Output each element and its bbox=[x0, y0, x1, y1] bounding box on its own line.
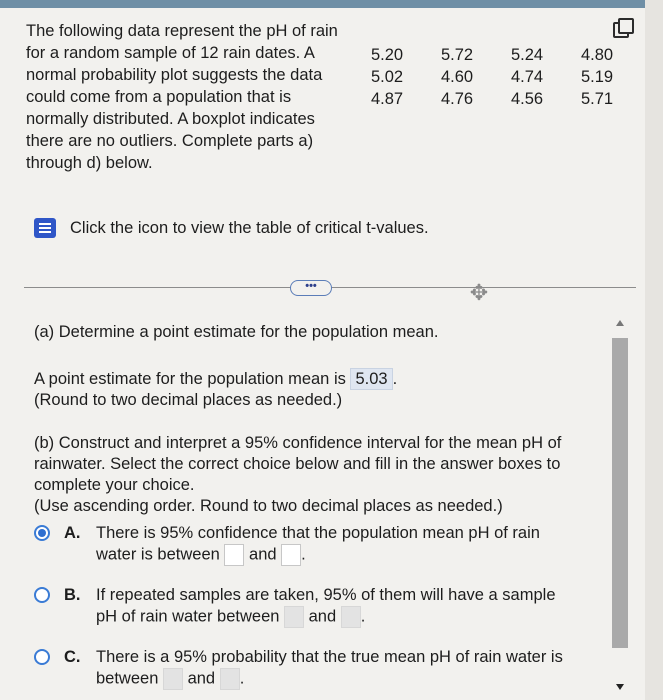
option-b-end: . bbox=[360, 607, 366, 626]
option-c-prefix: between bbox=[96, 669, 159, 688]
option-c-end: . bbox=[239, 669, 245, 688]
option-c-line1: There is a 95% probability that the true mean pH of rain water is bbox=[96, 648, 563, 666]
move-icon[interactable]: ✥ bbox=[469, 280, 489, 305]
table-cell: 4.80 bbox=[580, 46, 614, 64]
option-b-line1: If repeated samples are taken, 95% of them will have a sample bbox=[96, 586, 556, 604]
ttable-link-row[interactable] bbox=[34, 218, 429, 238]
part-a-note: (Round to two decimal places as needed.) bbox=[34, 391, 343, 409]
option-b-lower-input[interactable] bbox=[284, 606, 304, 628]
table-cell: 5.72 bbox=[440, 46, 474, 64]
table-cell: 5.20 bbox=[370, 46, 404, 64]
table-cell: 4.56 bbox=[510, 90, 544, 108]
top-bar bbox=[0, 0, 663, 8]
table-cell: 4.76 bbox=[440, 90, 474, 108]
option-c-and: and bbox=[187, 669, 216, 688]
option-c-line2 bbox=[96, 668, 594, 690]
option-b-and: and bbox=[308, 607, 337, 626]
option-c[interactable] bbox=[34, 647, 594, 690]
option-a[interactable] bbox=[34, 523, 594, 566]
scroll-down-icon[interactable] bbox=[616, 684, 624, 690]
option-c-lower-input[interactable] bbox=[163, 668, 183, 690]
option-c-letter: C. bbox=[64, 648, 81, 666]
table-icon[interactable] bbox=[34, 218, 56, 238]
table-cell: 5.71 bbox=[580, 90, 614, 108]
table-cell: 4.60 bbox=[440, 68, 474, 86]
part-a-answer-prefix: A point estimate for the population mean is bbox=[34, 370, 346, 388]
table-cell: 4.87 bbox=[370, 90, 404, 108]
question-content bbox=[34, 322, 594, 690]
table-cell: 5.24 bbox=[510, 46, 544, 64]
part-a-heading: (a) Determine a point estimate for the population mean. bbox=[34, 323, 439, 341]
part-b-heading: (b) Construct and interpret a 95% confidence interval for the mean pH of rainwater. Select the correct choice below and fill in the answer boxes to complete your choice. bbox=[34, 434, 562, 494]
option-a-and: and bbox=[249, 545, 277, 564]
right-edge bbox=[645, 0, 663, 700]
part-a-answer-suffix: . bbox=[392, 370, 398, 388]
option-c-upper-input[interactable] bbox=[220, 668, 240, 690]
copy-data-icon[interactable] bbox=[613, 22, 629, 38]
option-a-line1: There is 95% confidence that the population mean pH of rain bbox=[96, 524, 540, 542]
option-b[interactable] bbox=[34, 585, 594, 628]
part-b-note: (Use ascending order. Round to two decimal places as needed.) bbox=[34, 497, 503, 515]
scroll-up-icon[interactable] bbox=[616, 320, 624, 326]
ph-data-table bbox=[352, 44, 632, 110]
option-c-radio[interactable] bbox=[34, 649, 50, 665]
point-estimate-answer[interactable]: 5.03 bbox=[350, 368, 392, 390]
part-a-answer-line bbox=[34, 368, 594, 390]
problem-statement: The following data represent the pH of rain for a random sample of 12 rain dates. A normal probability plot suggests the data could come from a population that is normally distributed. A boxplot indicates there are no outliers. Complete parts a) through d) below. bbox=[26, 22, 338, 172]
option-b-prefix: pH of rain water between bbox=[96, 607, 280, 626]
table-cell: 4.74 bbox=[510, 68, 544, 86]
option-a-prefix: water is between bbox=[96, 545, 220, 564]
ttable-link-text[interactable]: Click the icon to view the table of critical t-values. bbox=[70, 218, 429, 237]
option-a-end: . bbox=[301, 545, 306, 564]
table-row bbox=[352, 66, 632, 88]
option-b-letter: B. bbox=[64, 586, 81, 604]
table-row bbox=[352, 44, 632, 66]
more-button[interactable]: ••• bbox=[290, 280, 332, 296]
option-b-upper-input[interactable] bbox=[341, 606, 361, 628]
option-a-line2 bbox=[96, 544, 594, 566]
scrollbar-thumb[interactable] bbox=[612, 338, 628, 648]
part-b bbox=[34, 433, 594, 690]
option-a-letter: A. bbox=[64, 524, 81, 542]
option-b-radio[interactable] bbox=[34, 587, 50, 603]
option-b-line2 bbox=[96, 606, 594, 628]
option-a-lower-input[interactable] bbox=[224, 544, 244, 566]
option-a-upper-input[interactable] bbox=[281, 544, 301, 566]
table-cell: 5.02 bbox=[370, 68, 404, 86]
option-a-radio[interactable] bbox=[34, 525, 50, 541]
table-row bbox=[352, 88, 632, 110]
table-cell: 5.19 bbox=[580, 68, 614, 86]
